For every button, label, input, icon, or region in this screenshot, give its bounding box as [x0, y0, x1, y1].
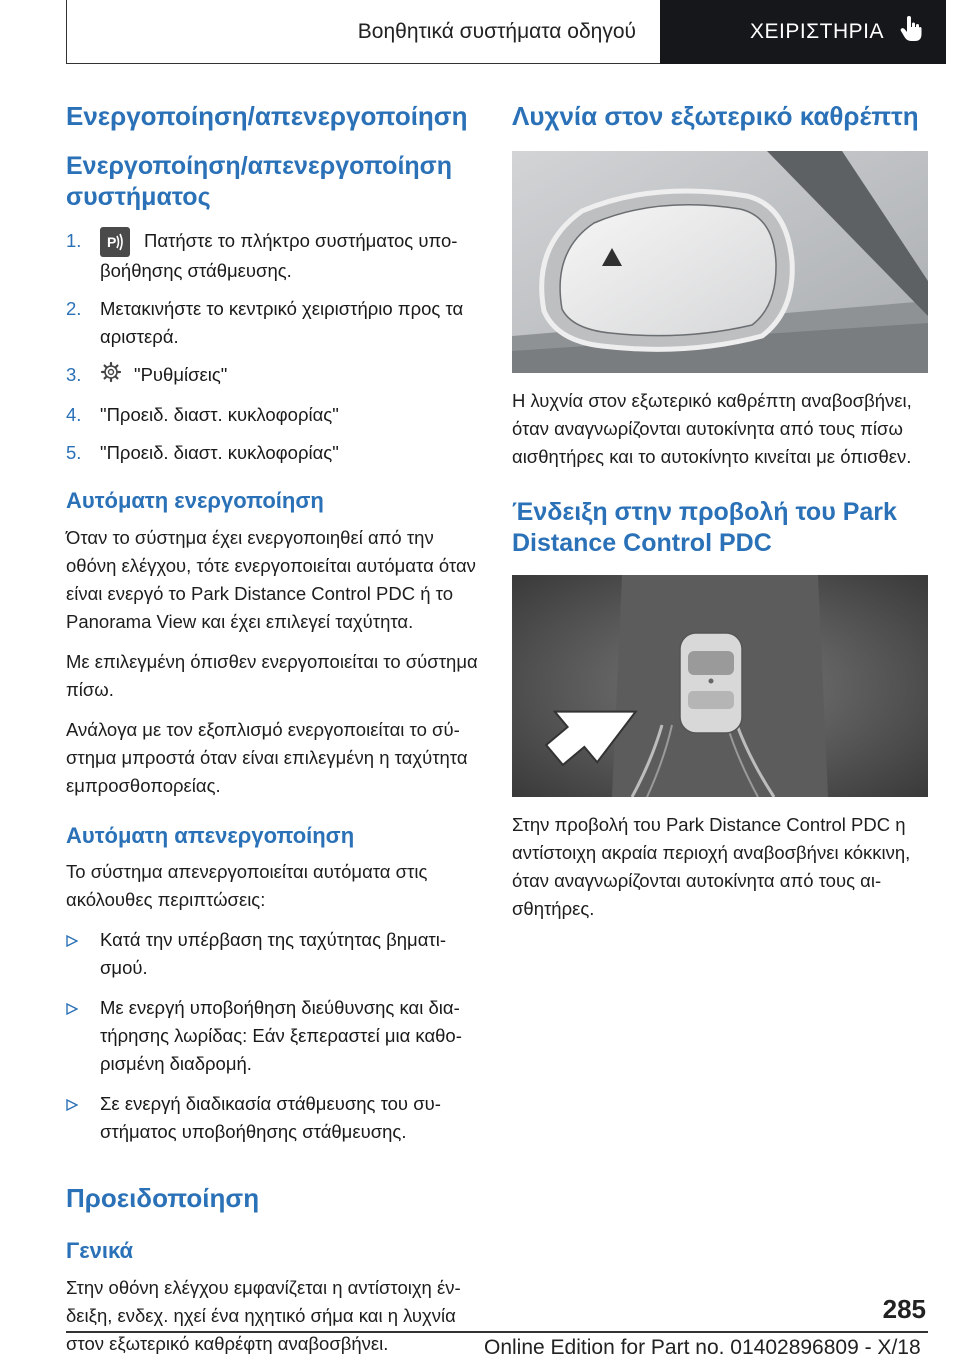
- step-item: [66, 295, 482, 351]
- heading-general: Γενικά: [66, 1237, 134, 1263]
- hand-pointer-icon: [900, 16, 922, 48]
- heading-activation: Ενεργοποίηση/απενεργοποίηση: [66, 101, 468, 131]
- heading-auto-deactivation: Αυτόματη απενεργοποίηση: [66, 822, 355, 848]
- section-title: [66, 0, 648, 64]
- general-text: Στην οθόνη ελέγχου εμφανίζεται η αντίστοιχη ένδειξη, ενδεχ. ηχεί ένα ηχητικό σήμα και η λυχνία στον εξωτερικό καθρέφτη αναβοσβήνει.: [66, 1276, 461, 1354]
- pdc-display-figure: [512, 575, 928, 797]
- step-text: Πατήστε το πλήκτρο συστήματος υποβοήθησης στάθμευσης.: [100, 230, 458, 282]
- step-item: [66, 361, 482, 391]
- list-item: [66, 1090, 482, 1146]
- step-body: [100, 361, 227, 391]
- deactivation-list: [66, 926, 482, 1146]
- step-item: [66, 439, 482, 467]
- list-item: [66, 994, 482, 1078]
- triangle-bullet-icon: [66, 994, 100, 1078]
- heading-warning: Προειδοποίηση: [66, 1183, 260, 1214]
- chapter-tab[interactable]: [660, 0, 946, 64]
- left-column: [66, 100, 482, 1370]
- step-text: "Ρυθμίσεις": [134, 364, 228, 386]
- heading-system-activation: Ενεργοποίηση/απενεργοποίηση συστήματος: [66, 151, 453, 211]
- auto-activation-text-1: Όταν το σύστημα έχει ενεργοποιηθεί από την οθόνη ελέγχου, τότε ενεργοποιείται αυτόματα όταν είναι ενεργό το Park Distance Control PDC ή το Panorama View και έχει επιλεγεί ταχύτητα.: [66, 526, 476, 632]
- pdc-display-text: Στην προβολή του Park Distance Control PDC η αντίστοιχη ακραία περιοχή αναβοσβήνει κόκκινη, όταν αναγνωρίζονται αυτοκίνητα από τους αισθητήρες.: [512, 814, 911, 919]
- svg-text:P: P: [107, 234, 117, 251]
- chapter-tab-label: ΧΕΙΡΙΣΤΗΡΙΑ: [749, 20, 884, 43]
- heading-mirror-light: Λυχνία στον εξωτερικό καθρέπτη: [512, 101, 919, 131]
- step-body: [100, 227, 482, 285]
- list-item-text: Με ενεργή υποβοήθηση διεύθυνσης και διατήρησης λωρίδας: Εάν ξεπεραστεί μια καθορισμένη διαδρομή.: [100, 997, 462, 1075]
- steps-list: [66, 227, 482, 467]
- gear-icon: [100, 361, 122, 391]
- park-assist-button-icon: [100, 227, 130, 257]
- auto-deactivation-intro: Το σύστημα απενεργοποιείται αυτόματα στις ακόλουθες περιπτώσεις:: [66, 861, 428, 911]
- triangle-bullet-icon: [66, 1090, 100, 1146]
- step-text: "Προειδ. διαστ. κυκλοφορίας": [100, 404, 339, 426]
- footer-divider: [66, 1331, 928, 1333]
- list-item: [66, 926, 482, 982]
- mirror-light-figure: [512, 151, 928, 373]
- step-text: "Προειδ. διαστ. κυκλοφορίας": [100, 442, 339, 464]
- right-column: [512, 100, 928, 935]
- section-title-text: Βοηθητικά συστήματα οδηγού: [357, 20, 636, 43]
- page-number: 285: [882, 1294, 926, 1324]
- step-item: [66, 227, 482, 285]
- step-number: 2.: [66, 298, 82, 320]
- list-item-text: Σε ενεργή διαδικασία στάθμευσης του συστήματος υποβοήθησης στάθμευσης.: [100, 1093, 441, 1143]
- step-number: 3.: [66, 364, 82, 386]
- step-number: 5.: [66, 442, 82, 464]
- auto-activation-text-3: Ανάλογα με τον εξοπλισμό ενεργοποιείται το σύστημα μπροστά όταν είναι επιλεγμένη η ταχύτητα εμπροσθοπορείας.: [66, 718, 468, 796]
- edition-info: Online Edition for Part no. 01402896809 - X/18: [484, 1336, 921, 1359]
- heading-auto-activation: Αυτόματη ενεργοποίηση: [66, 488, 324, 514]
- list-item-text: Κατά την υπέρβαση της ταχύτητας βηματισμού.: [100, 929, 447, 979]
- step-number: 4.: [66, 404, 82, 426]
- mirror-light-text: Η λυχνία στον εξωτερικό καθρέπτη αναβοσβήνει, όταν αναγνωρίζονται αυτοκίνητα από τους πίσω αισθητήρες και το αυτοκίνητο κινείται με όπισθεν.: [512, 389, 912, 467]
- auto-activation-text-2: Με επιλεγμένη όπισθεν ενεργοποιείται το σύστημα πίσω.: [66, 650, 478, 700]
- heading-pdc-display: Ένδειξη στην προβολή του Park Distance Control PDC: [512, 497, 897, 557]
- step-item: [66, 401, 482, 429]
- triangle-bullet-icon: [66, 926, 100, 982]
- step-number: 1.: [66, 230, 82, 251]
- step-text: Μετακινήστε το κεντρικό χειριστήριο προς τα αριστερά.: [100, 298, 464, 348]
